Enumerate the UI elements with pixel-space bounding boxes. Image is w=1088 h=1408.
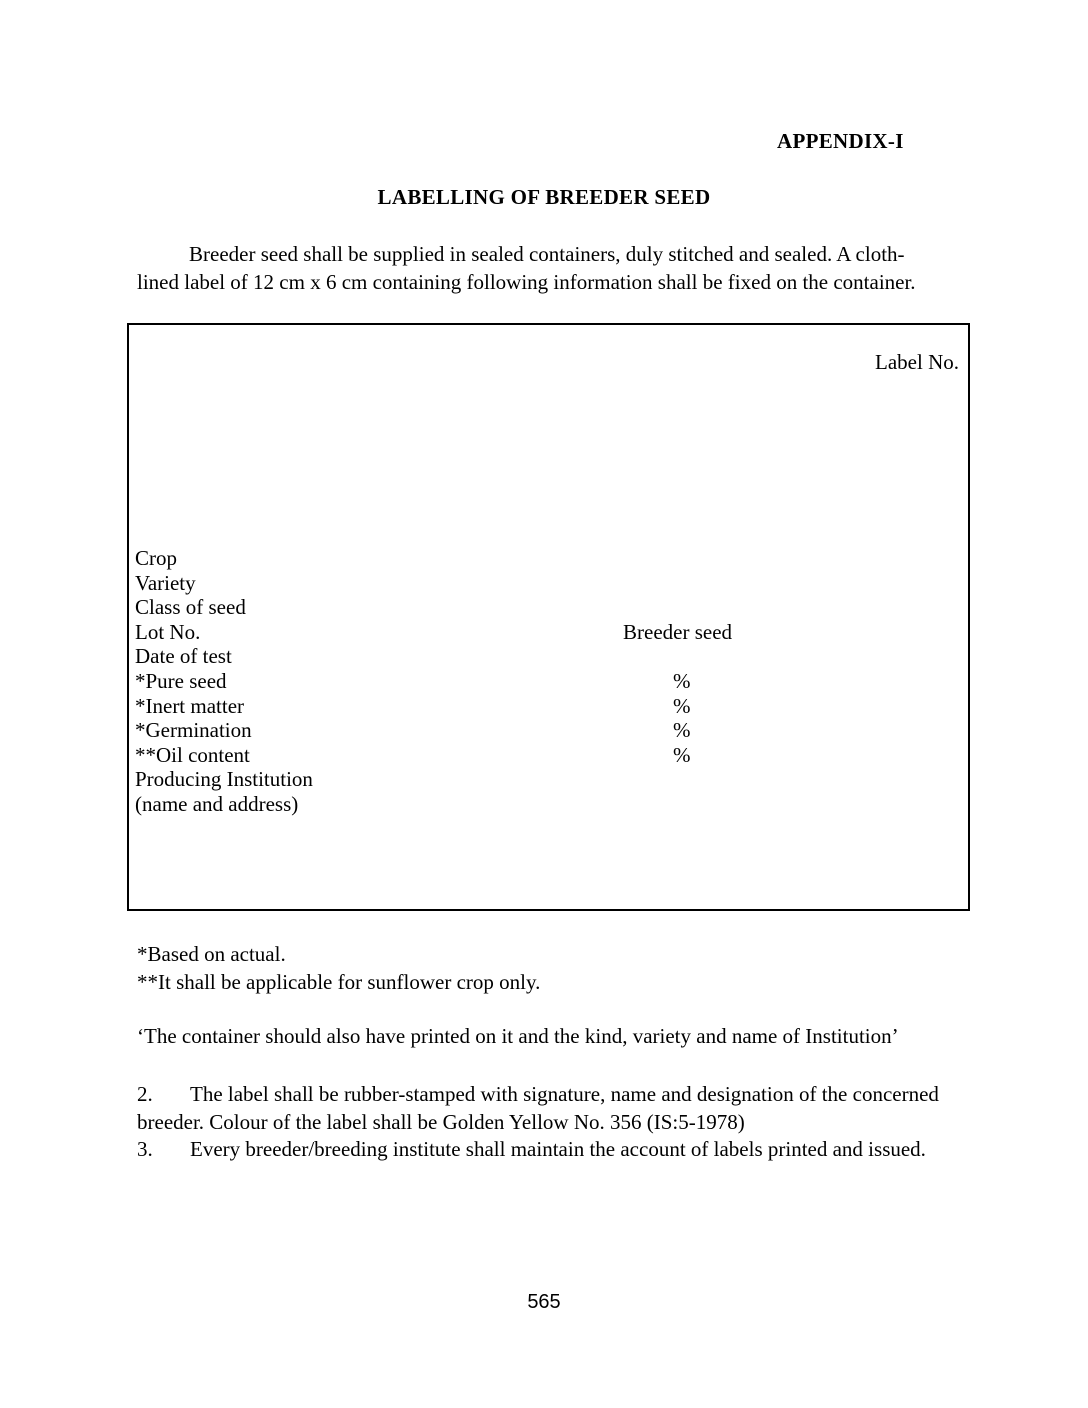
field-row-date-of-test <box>135 644 935 669</box>
footnote-based-on-actual: *Based on actual. <box>137 942 286 966</box>
label-no-text: Label No. <box>875 350 959 374</box>
label-field-list <box>135 546 935 817</box>
field-row-oil-content <box>135 743 935 768</box>
field-row-producing-institution <box>135 767 935 792</box>
field-value: % <box>673 668 691 693</box>
footnote-sunflower-only: **It shall be applicable for sunflower crop only. <box>137 969 541 994</box>
field-label: Crop <box>135 546 177 570</box>
field-label: (name and address) <box>135 791 299 816</box>
field-value: % <box>673 693 691 718</box>
field-row-variety <box>135 571 935 596</box>
field-label: *Pure seed <box>135 668 227 693</box>
item-text: The label shall be rubber-stamped with signature, name and designation of the concerned <box>190 1082 939 1106</box>
field-value: Breeder seed <box>623 619 733 644</box>
field-value: % <box>673 718 691 743</box>
intro-paragraph <box>137 241 967 296</box>
field-value: % <box>673 742 691 767</box>
numbered-item-2-line-1 <box>137 1081 977 1109</box>
page-title: LABELLING OF BREEDER SEED <box>377 185 711 209</box>
page-number: 565 <box>527 1291 561 1313</box>
field-label: Lot No. <box>135 619 201 644</box>
field-row-class-of-seed <box>135 595 935 620</box>
item-number: 2. <box>137 1082 153 1106</box>
field-row-germination <box>135 718 935 743</box>
field-label: Producing Institution <box>135 767 313 792</box>
field-label: Class of seed <box>135 595 246 620</box>
seed-label-box <box>127 323 970 911</box>
numbered-item-3 <box>137 1136 977 1164</box>
field-row-name-and-address <box>135 792 935 817</box>
numbered-items <box>137 1081 977 1164</box>
field-label: *Germination <box>135 718 252 743</box>
intro-line-1: Breeder seed shall be supplied in sealed containers, duly stitched and sealed. A cloth- <box>189 242 905 266</box>
field-row-lot-no <box>135 620 935 645</box>
container-print-note: ‘The container should also have printed on it and the kind, variety and name of Institution’ <box>137 1024 899 1048</box>
footnotes <box>137 941 540 996</box>
field-label: *Inert matter <box>135 693 245 718</box>
field-row-crop <box>135 546 935 571</box>
item-number: 3. <box>137 1137 153 1161</box>
numbered-item-2-line-2: breeder. Colour of the label shall be Golden Yellow No. 356 (IS:5-1978) <box>137 1109 745 1134</box>
field-label: Date of test <box>135 644 232 669</box>
field-label: Variety <box>135 570 196 595</box>
field-row-pure-seed <box>135 669 935 694</box>
item-text: Every breeder/breeding institute shall maintain the account of labels printed and issued. <box>190 1137 926 1161</box>
field-row-inert-matter <box>135 694 935 719</box>
appendix-label: APPENDIX-I <box>777 129 904 153</box>
intro-line-2: lined label of 12 cm x 6 cm containing following information shall be fixed on the container. <box>137 269 916 294</box>
field-label: **Oil content <box>135 742 250 767</box>
